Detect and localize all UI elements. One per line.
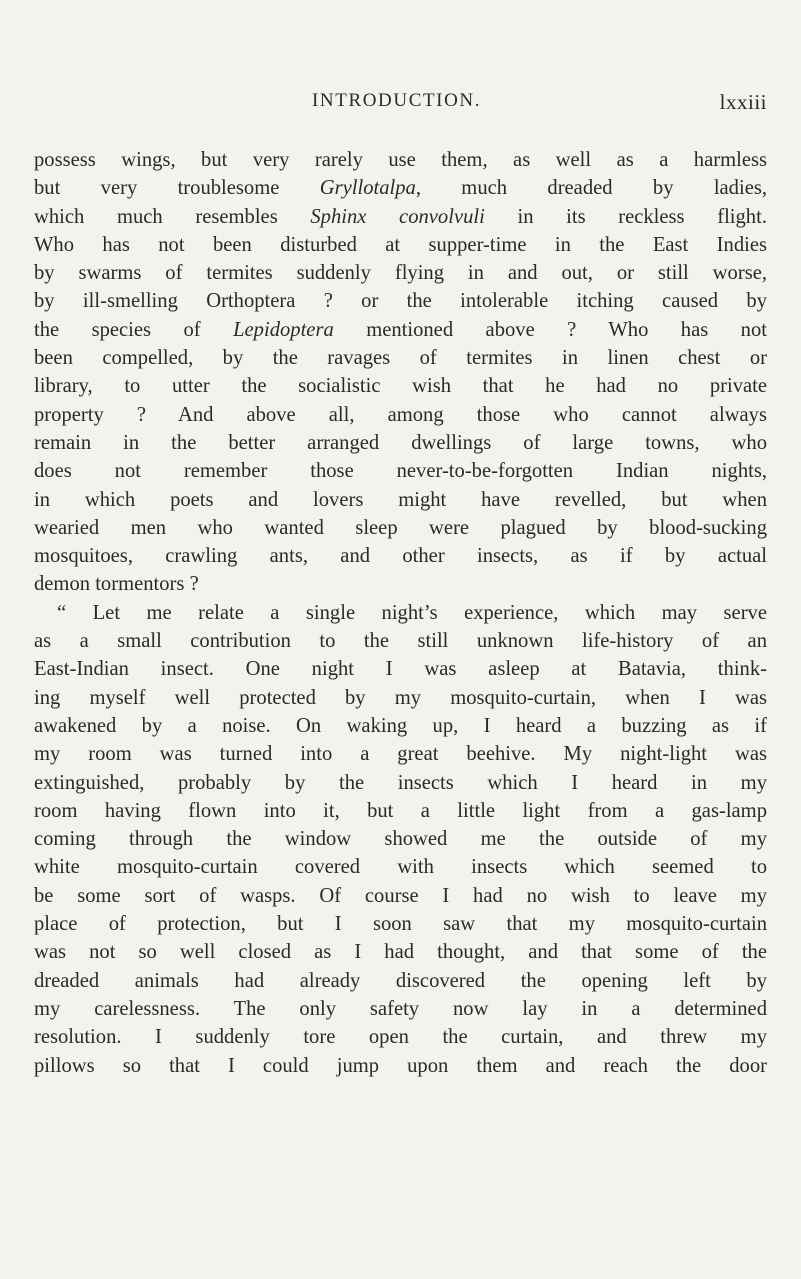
taxon-sphinx-convolvuli: Sphinx convolvuli bbox=[310, 205, 485, 228]
text-line-8: been compelled, by the ravages of termites in linen chest or bbox=[34, 347, 767, 370]
text-line-15: mosquitoes, crawling ants, and other insects, as if by actual bbox=[34, 545, 767, 568]
text-line-14: wearied men who wanted sleep were plagued by blood-sucking bbox=[34, 516, 767, 539]
text-line-27: be some sort of wasps. Of course I had no wish to leave my bbox=[34, 884, 767, 907]
text-line-33: pillows so that I could jump upon them and reach the door bbox=[34, 1054, 767, 1077]
text-line-1: possess wings, but very rarely use them, as well as a harmless bbox=[34, 149, 767, 171]
page-number: lxxiii bbox=[719, 90, 767, 114]
text-line-9: library, to utter the socialistic wish that he had no private bbox=[34, 375, 767, 398]
text-line-13: in which poets and lovers might have revelled, but when bbox=[34, 488, 767, 511]
text-line-2: but very troublesome Gryllotalpa, much dreaded by ladies, bbox=[34, 177, 768, 200]
text-line-16: demon tormentors ? bbox=[34, 573, 199, 596]
running-title: INTRODUCTION. bbox=[312, 90, 482, 111]
text-line-24: room having flown into it, but a little light from a gas-lamp bbox=[34, 799, 767, 822]
body-text bbox=[34, 146, 767, 1080]
text-line-30: dreaded animals had already discovered the opening left by bbox=[34, 969, 767, 992]
text-line-11: remain in the better arranged dwellings of large towns, who bbox=[34, 431, 767, 454]
text-line-29: was not so well closed as I had thought, and that some of the bbox=[34, 941, 767, 964]
text-line-19: East-Indian insect. One night I was asleep at Batavia, think- bbox=[34, 658, 767, 681]
running-head bbox=[0, 90, 801, 120]
text-line-5: by swarms of termites suddenly flying in and out, or still worse, bbox=[34, 262, 767, 285]
taxon-lepidoptera: Lepidoptera bbox=[233, 318, 334, 341]
text-line-23: extinguished, probably by the insects which I heard in my bbox=[34, 771, 767, 794]
text-line-25: coming through the window showed me the outside of my bbox=[34, 828, 767, 851]
text-line-17: “ Let me relate a single night’s experience, which may serve bbox=[57, 601, 767, 624]
text-line-4: Who has not been disturbed at supper-time in the East Indies bbox=[34, 233, 767, 256]
text-line-31: my carelessness. The only safety now lay in a determined bbox=[34, 997, 767, 1020]
text-line-12: does not remember those never-to-be-forgotten Indian nights, bbox=[34, 460, 767, 483]
text-line-32: resolution. I suddenly tore open the curtain, and threw my bbox=[34, 1026, 767, 1049]
taxon-gryllotalpa: Gryllotalpa bbox=[319, 177, 416, 200]
text-line-28: place of protection, but I soon saw that my mosquito-curtain bbox=[34, 913, 767, 936]
text-line-3: which much resembles Sphinx convolvuli in its reckless flight. bbox=[34, 205, 767, 228]
text-line-20: ing myself well protected by my mosquito-curtain, when I was bbox=[34, 686, 767, 709]
text-line-6: by ill-smelling Orthoptera ? or the intolerable itching caused by bbox=[34, 290, 767, 313]
text-line-21: awakened by a noise. On waking up, I heard a buzzing as if bbox=[34, 714, 767, 737]
text-line-22: my room was turned into a great beehive. My night-light was bbox=[34, 743, 767, 766]
text-line-26: white mosquito-curtain covered with insects which seemed to bbox=[34, 856, 767, 879]
text-line-7: the species of Lepidoptera mentioned above ? Who has not bbox=[34, 318, 768, 341]
text-line-18: as a small contribution to the still unknown life-history of an bbox=[34, 630, 767, 653]
text-line-10: property ? And above all, among those who cannot always bbox=[34, 403, 767, 426]
